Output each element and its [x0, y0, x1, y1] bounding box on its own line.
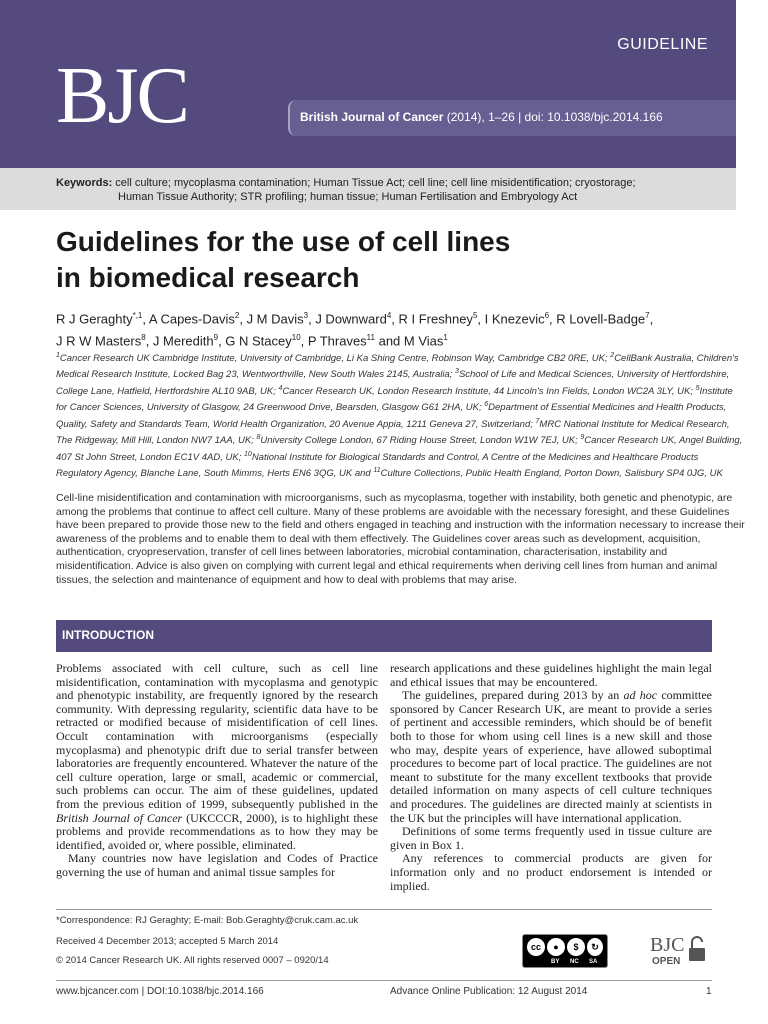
paragraph: Definitions of some terms frequently used in tissue culture are given in Box 1.	[390, 824, 712, 852]
correspondence-note: *Correspondence: RJ Geraghty; E-mail: Bob.Geraghty@cruk.cam.ac.uk	[56, 915, 359, 926]
paragraph: research applications and these guidelines highlight the main legal and ethical issues that may be encountered.	[390, 661, 712, 689]
cc-icon: cc	[527, 938, 545, 956]
affiliation-marker: 5	[472, 311, 478, 320]
author-name: , J Meredith	[145, 333, 214, 349]
body-column-right	[390, 662, 712, 893]
author-name: R J Geraghty	[56, 311, 133, 327]
affiliation-text: Culture Collections, Public Health England, Porton Down, Salisbury SP4 0JG, UK	[380, 468, 723, 480]
affiliation-marker: 4	[386, 311, 392, 320]
affiliation-marker: 11	[366, 333, 375, 343]
affiliation-marker: *,1	[132, 311, 143, 320]
header-band	[0, 0, 736, 168]
open-lock-icon	[688, 936, 706, 962]
body-column-left	[56, 662, 378, 880]
paragraph-text: (UKCCCR, 2000), is to highlight these problems and provide recommendations as to how they may be identified, avoided or, where possible, eliminated.	[56, 810, 378, 852]
creative-commons-badge[interactable]	[522, 934, 608, 968]
affiliation-marker: 3	[303, 311, 309, 320]
affiliation-text: CellBank Australia, Children's Medical Research Institute, Locked Bag 23, Wentworthville, New South Wales 2145, Australia;	[56, 353, 739, 381]
noncommercial-icon: $	[567, 938, 585, 956]
affiliation-text: Cancer Research UK, Angel Building, 407 St John Street, London EC1V 4AD, UK;	[56, 435, 743, 463]
affiliation-marker: 8	[256, 434, 261, 442]
page-number: 1	[706, 986, 712, 997]
copyright-line: © 2014 Cancer Research UK. All rights reserved 0007 – 0920/14	[56, 955, 329, 966]
citation-text	[300, 110, 663, 124]
keywords	[56, 177, 716, 204]
title-line-2: in biomedical research	[56, 262, 360, 293]
affiliation-marker: 1	[56, 352, 60, 359]
footer-url-doi[interactable]: www.bjcancer.com | DOI:10.1038/bjc.2014.166	[56, 986, 264, 997]
keywords-line-2: Human Tissue Authority; STR profiling; human tissue; Human Fertilisation and Embryology Act	[118, 190, 578, 203]
paragraph: Many countries now have legislation and Codes of Practice governing the use of human and animal tissue samples for	[56, 851, 378, 879]
affiliation-marker: 10	[244, 450, 252, 458]
introduction-heading: INTRODUCTION	[62, 628, 154, 642]
author-name: , G N Stacey	[218, 333, 292, 349]
keywords-bar	[0, 168, 736, 210]
citation-bar	[288, 100, 736, 136]
sharealike-icon: ↻	[587, 938, 603, 956]
by-label: BY	[551, 959, 560, 965]
received-dates: Received 4 December 2013; accepted 5 March 2014	[56, 936, 279, 947]
affiliation-marker: 7	[645, 311, 650, 320]
affiliation-marker: 1	[443, 333, 448, 343]
affiliation-marker: 7	[535, 417, 540, 425]
title-line-1: Guidelines for the use of cell lines	[56, 226, 511, 257]
italic-term: ad hoc	[623, 688, 658, 703]
attribution-icon: ●	[547, 938, 565, 956]
author-name: , J M Davis	[239, 311, 304, 327]
affiliation-marker: 3	[455, 368, 459, 376]
author-line-1	[56, 306, 716, 328]
affiliation-text: Department of Essential Medicines and Health Products, Quality, Safety and Standards Team, World Health Organization, 20 Avenue Appia, 1211 Geneva 27, Switzerland;	[56, 402, 727, 430]
journal-name: British Journal of Cancer	[300, 110, 444, 124]
bjc-logo: BJC	[56, 52, 188, 140]
author-line-2	[56, 328, 716, 350]
affiliation-text: MRC National Institute for Medical Research, The Ridgeway, Mill Hill, London NW7 1AA, UK;	[56, 418, 730, 447]
open-label: OPEN	[652, 956, 681, 967]
affiliation-text: National Institute for Biological Standards and Control, A Centre of the Medicines and Healthcare Products Regulatory Agency, Blanche Lane, South Mimms, Herts EN6 3QG, UK and	[56, 451, 699, 480]
abstract: Cell-line misidentification and contamination with microorganisms, such as mycoplasma, together with instability, both genetic and phenotypic, are among the problems that continue to affect cell culture. Many of these problems are avoidable with the necessary foresight, and these Guidelines have been prepared to provide those new to the field and others engaged in teaching and instruction with the information necessary to increase their awareness of the problems and to enable them to deal with them effectively. The Guidelines cover areas such as development, acquisition, authentication, cryopreservation, transfer of cell lines between laboratories, microbial contamination, characterisation, instability and misidentification. Advice is also given on complying with current legal and ethical requirements when deriving cell lines from human and animal tissues, the selection and maintenance of equipment and how to deal with problems that may arise.	[56, 492, 745, 586]
author-name: , J Downward	[308, 311, 387, 327]
affiliation-text: Cancer Research UK, London Research Institute, 44 Lincoln's Inn Fields, London WC2A 3LY, UK;	[282, 386, 696, 398]
paragraph	[56, 662, 378, 852]
author-name: , R I Freshney	[391, 311, 473, 327]
author-name: , R Lovell-Badge	[549, 311, 646, 327]
author-name: , I Knezevic	[477, 311, 545, 327]
author-name: , A Capes-Davis	[142, 311, 235, 327]
article-title	[56, 224, 706, 296]
affiliation-marker: 2	[234, 311, 240, 320]
paragraph-text: The guidelines, prepared during 2013 by an	[402, 688, 624, 703]
footer-publication-date: Advance Online Publication: 12 August 2014	[390, 986, 588, 997]
affiliation-text: University College London, 67 Riding House Street, London W1W 7EJ, UK;	[260, 435, 581, 447]
paragraph-text: Problems associated with cell culture, such as cell line misidentification, contamination with mycoplasma and genotypic and phenotypic instability, are frequently ignored by the research community. With depressing regularity, scientific data have to be retracted or modified because of misidentification of cell lines. Occult contamination with microorganisms (especially mycoplasma) and phenotypic drift due to serial transfer between laboratories are frequently encountered. Whatever the nature of the cell culture operation, large or small, academic or commercial, such problems can occur. The aim of these guidelines, updated from the previous edition of 1999, subsequently published in the	[56, 661, 378, 811]
affiliation-marker: 9	[213, 333, 219, 343]
affiliation-marker: 6	[544, 311, 550, 320]
affiliation-marker: 4	[278, 384, 283, 392]
affiliation-marker: 10	[291, 333, 301, 343]
section-label: GUIDELINE	[617, 36, 708, 53]
affiliation-text: Institute for Cancer Sciences, University of Glasgow, 24 Greenwood Drive, Bearsden, Glasgow G61 2HA, UK;	[56, 386, 733, 414]
affiliation-text: School of Life and Medical Sciences, University of Hertfordshire, College Lane, Hatfield, Hertfordshire AL10 9AB, UK;	[56, 369, 730, 398]
author-list	[56, 306, 716, 351]
affiliation-marker: 5	[695, 384, 700, 392]
affiliation-marker: 6	[484, 401, 489, 409]
footnote-divider	[56, 909, 712, 910]
introduction-heading-bar	[56, 620, 712, 652]
nc-label: NC	[570, 959, 579, 965]
author-name: J R W Masters	[56, 333, 142, 349]
bjc-open-mark: BJC	[650, 934, 685, 956]
affiliation-marker: 2	[610, 352, 615, 359]
paragraph	[390, 689, 712, 825]
journal-title-italic: British Journal of Cancer	[56, 810, 183, 825]
affiliation-marker: 9	[580, 434, 585, 442]
keywords-line-1: cell culture; mycoplasma contamination; Human Tissue Act; cell line; cell line misidentification; cryostorage;	[112, 177, 636, 189]
affiliation-text: Cancer Research UK Cambridge Institute, University of Cambridge, Li Ka Shing Centre, Robinson Way, Cambridge CB2 0RE, UK;	[59, 353, 611, 365]
affiliation-marker: 8	[141, 333, 146, 343]
citation-details: (2014), 1–26 | doi: 10.1038/bjc.2014.166	[443, 110, 663, 124]
author-name: and M Vias	[374, 333, 444, 349]
sa-label: SA	[589, 959, 598, 965]
affiliations	[56, 349, 744, 481]
paragraph-text: committee sponsored by Cancer Research UK, are meant to provide a series of pertinent and accessible reminders, which should be of benefit both to those for whom using cell lines is a new skill and those who may, despite years of experience, have allowed suboptimal procedures to become part of local practice. The guidelines are not meant to substitute for the many excellent textbooks that provide detailed information on many aspects of cell culture techniques and procedures. The guidelines are directed mainly at scientists in the UK but the principles will have international application.	[390, 688, 712, 825]
author-name: ,	[649, 311, 654, 327]
footer-divider	[56, 980, 712, 981]
affiliation-marker: 11	[373, 467, 381, 475]
author-name: , P Thraves	[300, 333, 367, 349]
keywords-label: Keywords:	[56, 177, 113, 189]
paragraph: Any references to commercial products are given for information only and no product endorsement is intended or implied.	[390, 851, 712, 893]
